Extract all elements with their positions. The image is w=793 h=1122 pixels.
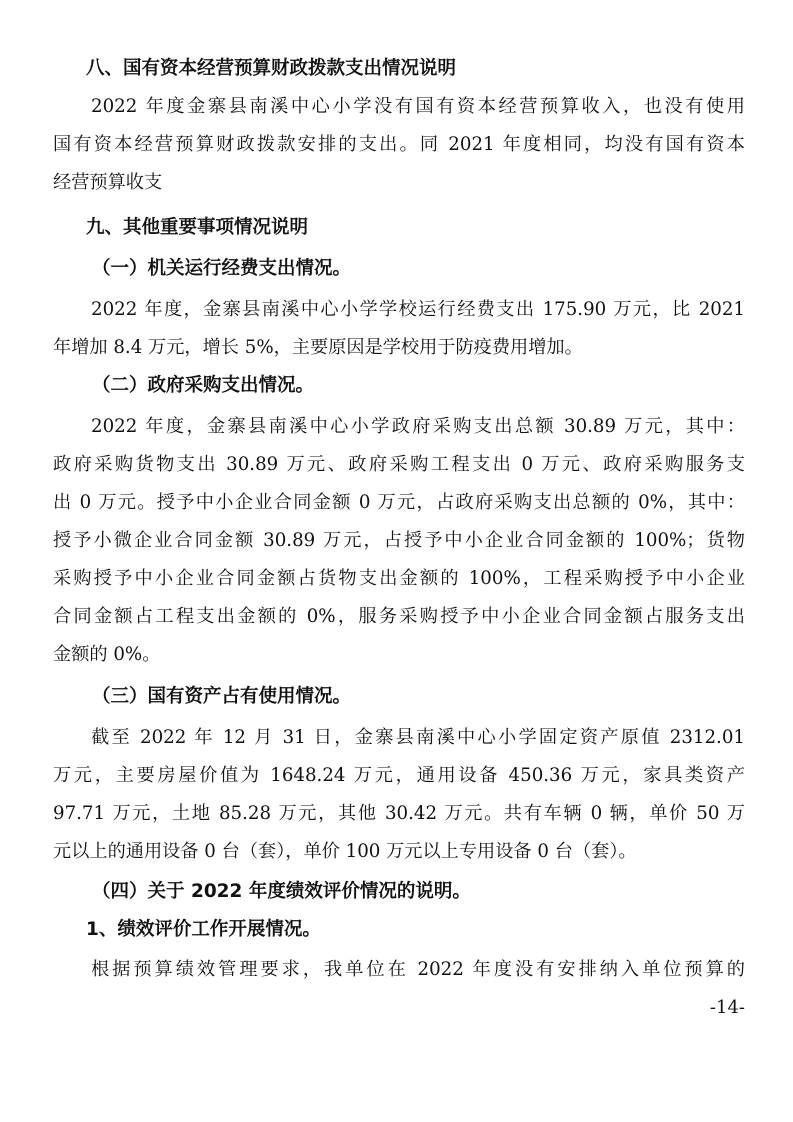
paragraph-line: 97.71 万元，土地 85.28 万元，其他 30.42 万元。共有车辆 0 辆，单价 50 万: [53, 803, 745, 824]
section-heading-9: 九、其他重要事项情况说明: [86, 217, 309, 238]
section-heading-8: 八、国有资本经营预算财政拨款支出情况说明: [86, 58, 457, 79]
paragraph-line: 2022 年度，金寨县南溪中心小学学校运行经费支出 175.90 万元，比 2021: [91, 299, 745, 320]
subsection-heading-4: （四）关于 2022 年度绩效评价情况的说明。: [92, 881, 471, 902]
paragraph-line: 截至 2022 年 12 月 31 日，金寨县南溪中心小学固定资产原值 2312.01: [91, 727, 745, 748]
page-number: -14-: [709, 997, 745, 1018]
paragraph-line: 根据预算绩效管理要求，我单位在 2022 年度没有安排纳入单位预算的: [91, 959, 745, 980]
paragraph-line: 年增加 8.4 万元，增长 5%，主要原因是学校用于防疫费用增加。: [53, 337, 583, 358]
paragraph-line: 经营预算收支: [53, 172, 163, 193]
paragraph-line: 国有资本经营预算财政拨款安排的支出。同 2021 年度相同，均没有国有资本: [53, 134, 745, 155]
paragraph-line: 万元，主要房屋价值为 1648.24 万元，通用设备 450.36 万元，家具类资产: [53, 765, 745, 786]
paragraph-line: 政府采购货物支出 30.89 万元、政府采购工程支出 0 万元、政府采购服务支: [53, 454, 745, 475]
paragraph-line: 金额的 0%。: [53, 644, 161, 665]
paragraph-line: 授予小微企业合同金额 30.89 万元，占授予中小企业合同金额的 100%；货物: [53, 530, 745, 551]
paragraph-line: 2022 年度金寨县南溪中心小学没有国有资本经营预算收入，也没有使用: [91, 96, 745, 117]
subsection-heading-3: （三）国有资产占有使用情况。: [92, 686, 352, 707]
subsection-heading-1: （一）机关运行经费支出情况。: [92, 258, 352, 279]
subsection-heading-2: （二）政府采购支出情况。: [92, 375, 315, 396]
paragraph-line: 采购授予中小企业合同金额占货物支出金额的 100%，工程采购授予中小企业: [53, 568, 745, 589]
item-heading-1: 1、绩效评价工作开展情况。: [86, 919, 321, 940]
paragraph-line: 元以上的通用设备 0 台（套），单价 100 万元以上专用设备 0 台（套）。: [53, 841, 637, 862]
paragraph-line: 2022 年度，金寨县南溪中心小学政府采购支出总额 30.89 万元，其中：: [91, 416, 745, 437]
paragraph-line: 出 0 万元。授予中小企业合同金额 0 万元，占政府采购支出总额的 0%，其中：: [53, 492, 745, 513]
paragraph-line: 合同金额占工程支出金额的 0%，服务采购授予中小企业合同金额占服务支出: [53, 606, 745, 627]
